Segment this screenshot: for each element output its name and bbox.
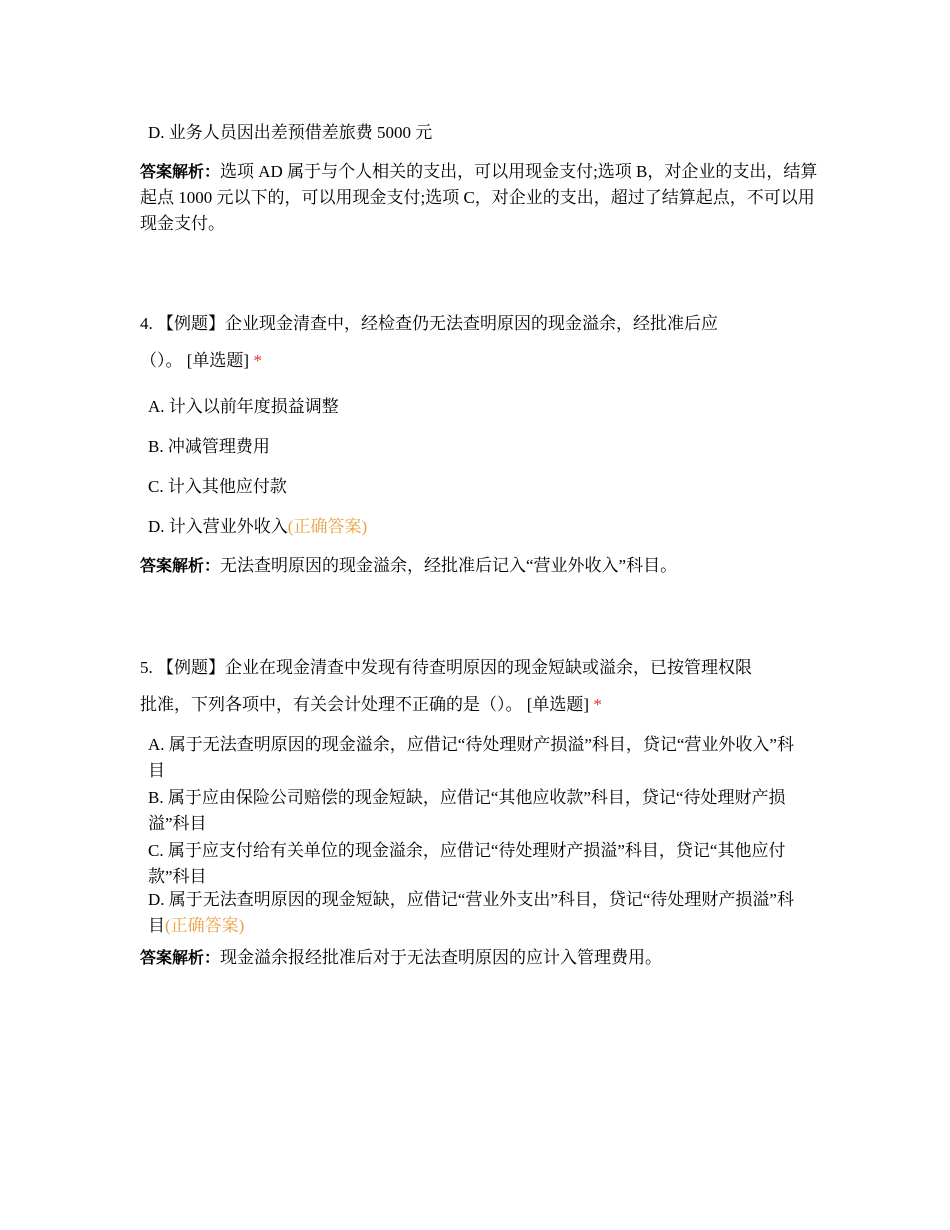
question-5-stem-text: 批准，下列各项中，有关会计处理不正确的是（）。 [单选题]: [140, 695, 590, 714]
analysis-label: 答案解析：: [140, 556, 221, 575]
correct-answer-tag: (正确答案): [287, 517, 368, 536]
required-mark: *: [253, 351, 262, 370]
question-5-option-d[interactable]: [148, 887, 798, 939]
question-4-option-b[interactable]: B. 冲减管理费用: [148, 437, 270, 456]
question-4-answer-analysis: [140, 553, 820, 579]
analysis-label: 答案解析：: [140, 162, 221, 181]
question-4-stem-line2: [140, 348, 820, 374]
prev-answer-analysis: [140, 159, 820, 237]
required-mark: *: [593, 695, 602, 714]
question-5-option-b[interactable]: B. 属于应由保险公司赔偿的现金短缺，应借记“其他应收款”科目，贷记“待处理财产损溢”科目: [148, 788, 786, 833]
question-4-option-a[interactable]: A. 计入以前年度损益调整: [148, 397, 339, 416]
prev-option-d: D. 业务人员因出差预借差旅费 5000 元: [148, 123, 433, 142]
question-4-stem-line1: 4. 【例题】企业现金清查中，经检查仍无法查明原因的现金溢余，经批准后应: [140, 314, 718, 333]
question-4-stem-text: （）。 [单选题]: [140, 351, 250, 370]
option-d-text: D. 计入营业外收入: [148, 517, 288, 536]
analysis-label: 答案解析：: [140, 948, 221, 967]
option-d-text: D. 属于无法查明原因的现金短缺，应借记“营业外支出”科目，贷记“待处理财产损溢”科目: [148, 890, 794, 935]
question-5-option-c[interactable]: C. 属于应支付给有关单位的现金溢余，应借记“待处理财产损溢”科目，贷记“其他应付款”科目: [148, 841, 786, 886]
question-5-stem-line1: 5. 【例题】企业在现金清查中发现有待查明原因的现金短缺或溢余，已按管理权限: [140, 658, 752, 677]
question-5-stem-line2: [140, 692, 820, 718]
analysis-text: 现金溢余报经批准后对于无法查明原因的应计入管理费用。: [220, 948, 663, 967]
analysis-text: 无法查明原因的现金溢余，经批准后记入“营业外收入”科目。: [220, 556, 678, 575]
correct-answer-tag: (正确答案): [165, 916, 245, 935]
question-5-option-a[interactable]: A. 属于无法查明原因的现金溢余，应借记“待处理财产损溢”科目，贷记“营业外收入”科目: [148, 735, 794, 780]
question-5-answer-analysis: [140, 945, 820, 971]
question-4-option-c[interactable]: C. 计入其他应付款: [148, 477, 287, 496]
question-4-option-d[interactable]: [148, 514, 808, 540]
analysis-text: 选项 AD 属于与个人相关的支出，可以用现金支付;选项 B，对企业的支出，结算起点 1000 元以下的，可以用现金支付;选项 C，对企业的支出，超过了结算起点，不可以用现金支付。: [140, 162, 818, 233]
